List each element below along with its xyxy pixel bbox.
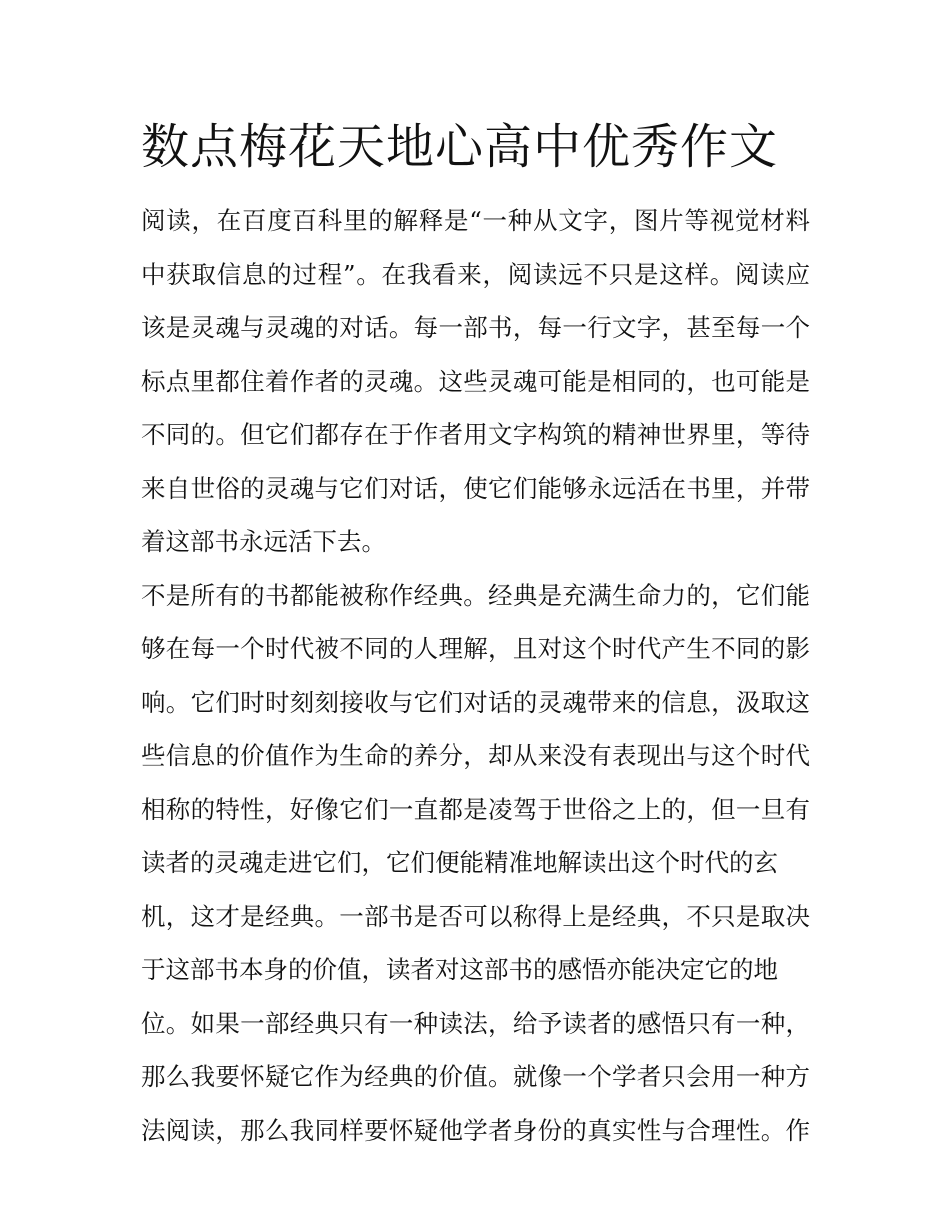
body-line: 标点里都住着作者的灵魂。这些灵魂可能是相同的，也可能是: [141, 366, 810, 396]
body-line: 位。如果一部经典只有一种读法，给予读者的感悟只有一种，: [141, 1008, 810, 1038]
document-title: 数点梅花天地心高中优秀作文: [141, 119, 779, 175]
body-line: 中获取信息的过程”。在我看来，阅读远不只是这样。阅读应: [141, 259, 810, 289]
body-line: 机，这才是经典。一部书是否可以称得上是经典，不只是取决: [141, 901, 810, 931]
body-line: 该是灵魂与灵魂的对话。每一部书，每一行文字，甚至每一个: [141, 313, 810, 342]
body-line: 相称的特性，好像它们一直都是凌驾于世俗之上的，但一旦有: [141, 794, 810, 824]
body-line: 于这部书本身的价值，读者对这部书的感悟亦能决定它的地: [141, 955, 778, 984]
body-line: 响。它们时时刻刻接收与它们对话的灵魂带来的信息，汲取这: [141, 687, 810, 717]
body-line: 阅读，在百度百科里的解释是“一种从文字，图片等视觉材料: [141, 206, 810, 235]
body-line: 不同的。但它们都存在于作者用文字构筑的精神世界里，等待: [141, 420, 810, 449]
document-body: [141, 203, 821, 1166]
body-line: 些信息的价值作为生命的养分，却从来没有表现出与这个时代: [141, 741, 810, 770]
body-line: 来自世俗的灵魂与它们对话，使它们能够永远活在书里，并带: [141, 473, 810, 503]
body-line: 法阅读，那么我同样要怀疑他学者身份的真实性与合理性。作: [141, 1115, 810, 1145]
body-line: 着这部书永远活下去。: [141, 527, 386, 556]
body-line: 读者的灵魂走进它们，它们便能精准地解读出这个时代的玄: [141, 848, 778, 877]
body-line: 够在每一个时代被不同的人理解，且对这个时代产生不同的影: [141, 634, 810, 663]
body-line: 那么我要怀疑它作为经典的价值。就像一个学者只会用一种方: [141, 1062, 810, 1091]
body-line: 不是所有的书都能被称作经典。经典是充满生命力的，它们能: [141, 580, 810, 610]
